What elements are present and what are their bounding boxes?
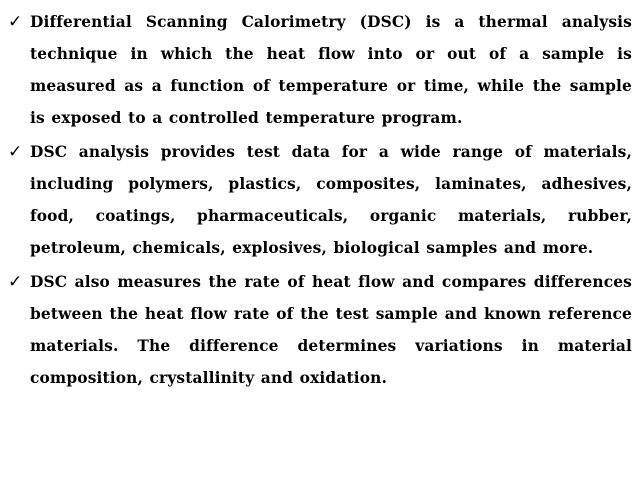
checkmark-icon: ✓ [8,142,23,162]
bullet-list [8,6,632,394]
bullet-item-dsc-definition [8,6,632,134]
checkmark-icon: ✓ [8,272,23,292]
bullet-item-dsc-materials [8,136,632,264]
bullet-text: DSC analysis provides test data for a wide range of materials, including polymers, plastics, composites, laminates, adhesives, food, coatings, pharmaceuticals, organic materials, rubber, petroleum, chemicals, explosives, biological samples and more. [30,143,632,257]
bullet-text: Differential Scanning Calorimetry (DSC) is a thermal analysis technique in which the heat flow into or out of a sample is measured as a function of temperature or time, while the sample is exposed to a controlled temperature program. [30,13,632,127]
checkmark-icon: ✓ [8,12,23,32]
bullet-item-dsc-heat-flow [8,266,632,394]
bullet-text: DSC also measures the rate of heat flow and compares differences between the heat flow rate of the test sample and known reference materials. The difference determines variations in material composition, crystallinity and oxidation. [30,273,632,387]
